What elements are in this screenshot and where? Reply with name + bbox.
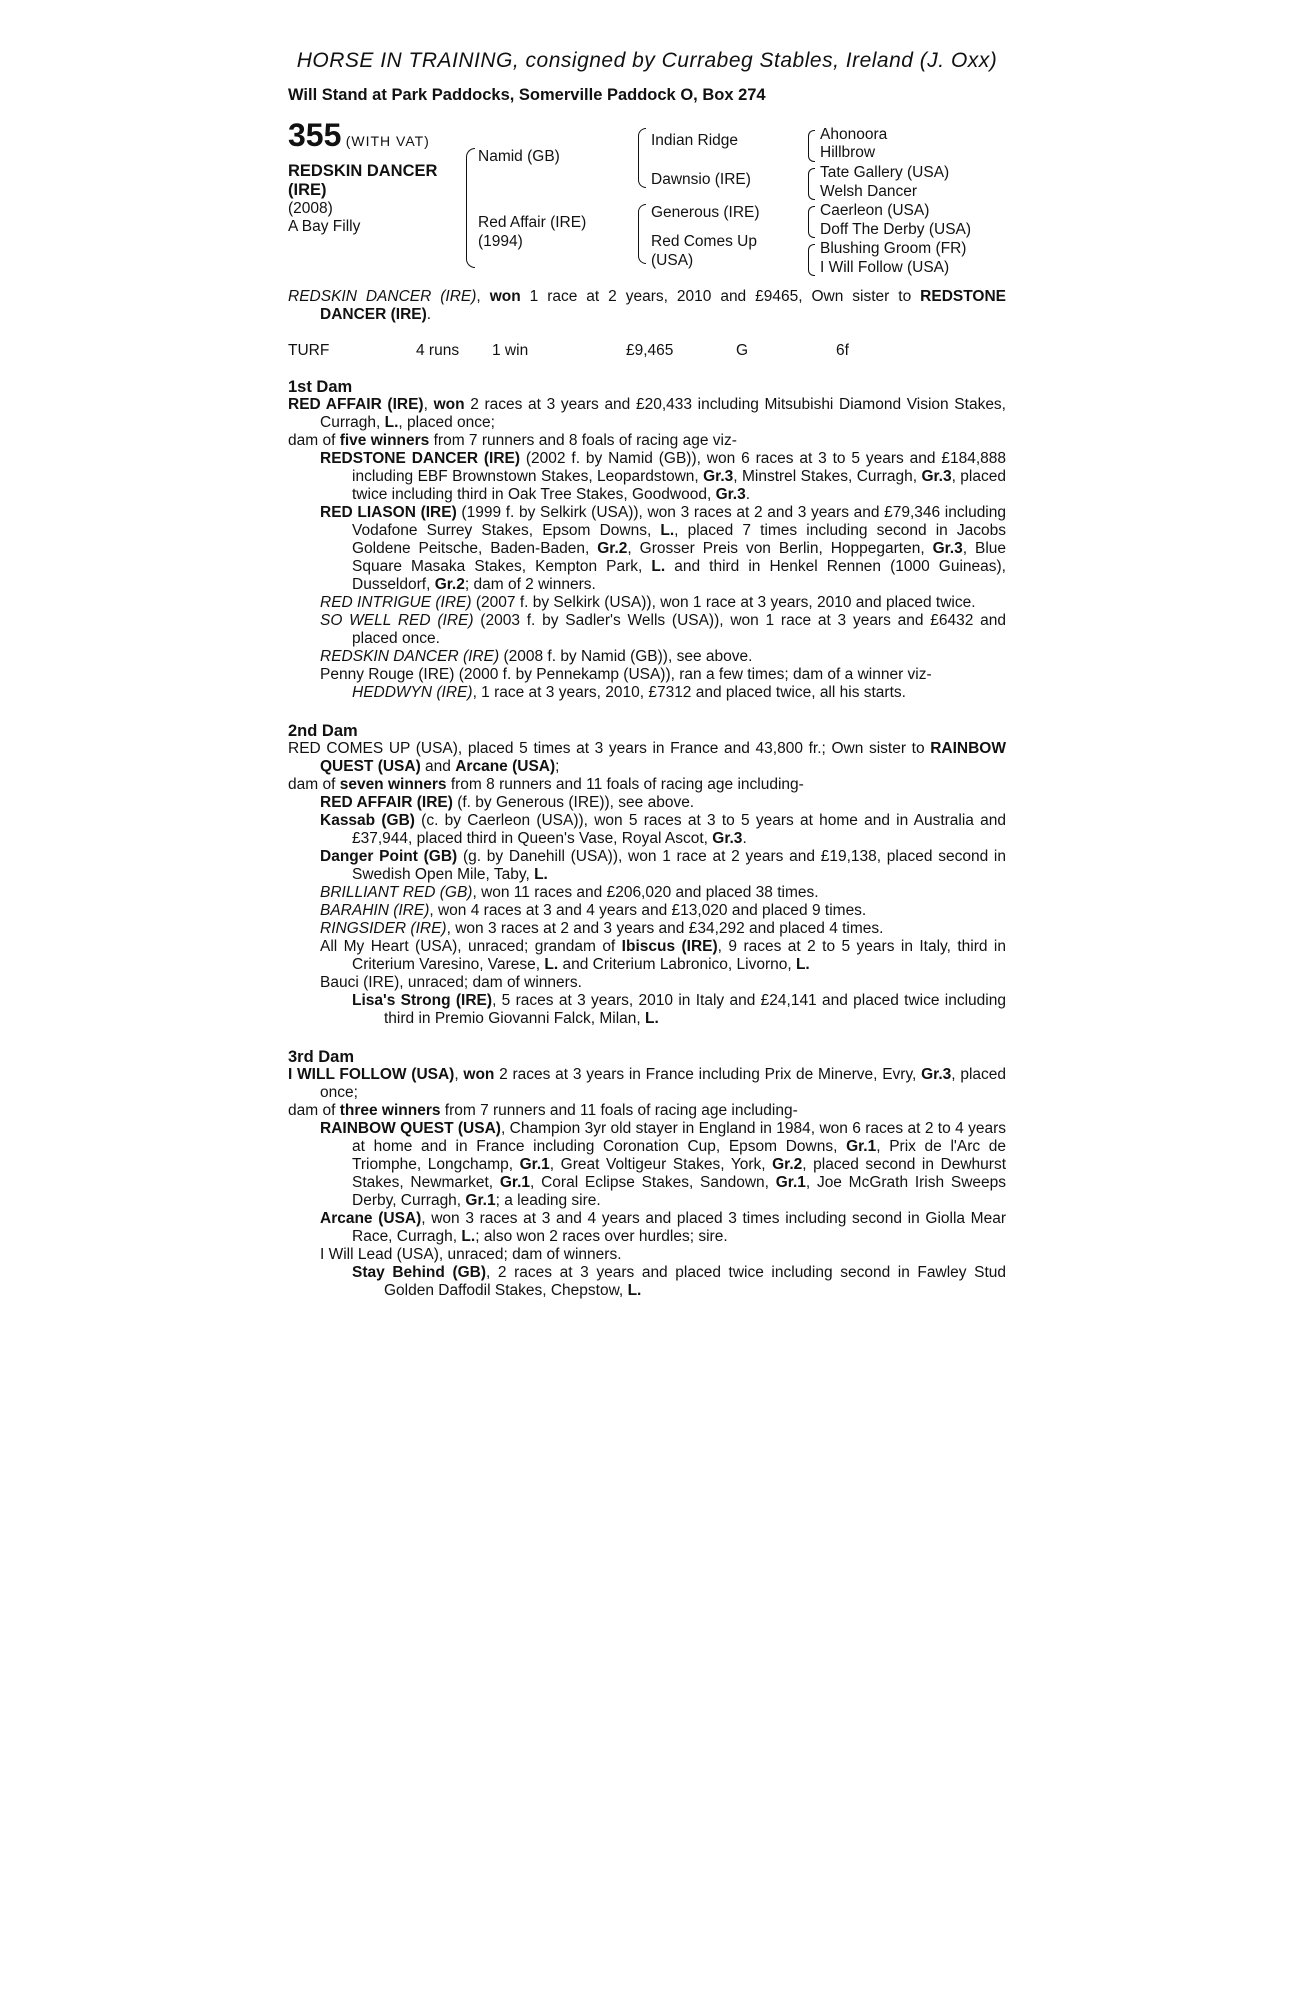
race-record-row [288, 342, 1006, 360]
second-dam-heading: 2nd Dam [288, 722, 358, 740]
foaling-year: (2008) [288, 200, 333, 217]
gen3-5: Caerleon (USA) [820, 202, 930, 219]
third-dam-record: I WILL FOLLOW (USA), won 2 races at 3 years in France including Prix de Minerve, Evry, Gr.3, placed once; [288, 1066, 1007, 1101]
gen3-7: Blushing Groom (FR) [820, 240, 967, 257]
vat-label: (WITH VAT) [345, 133, 430, 149]
third-dam-heading: 3rd Dam [288, 1048, 355, 1066]
gen3-4: Welsh Dancer [820, 183, 918, 200]
horse-name: REDSKIN DANCER [288, 162, 438, 180]
produce-entry: I Will Lead (USA), unraced; dam of winners. [320, 1246, 622, 1263]
brace-g3-4 [808, 244, 815, 276]
produce-entry: REDSKIN DANCER (IRE) (2008 f. by Namid (GB)), see above. [320, 648, 753, 665]
earnings: £9,465 [626, 342, 674, 359]
produce-entry: All My Heart (USA), unraced; grandam of Ibiscus (IRE), 9 races at 2 to 5 years in Italy, third in Criterium Varesino, Varese, L. and Criterium Labronico, Livorno, L. [320, 938, 1006, 973]
catalogue-page [288, 49, 1007, 1300]
produce-entry: RED LIASON (IRE) (1999 f. by Selkirk (USA)), won 3 races at 2 and 3 years and £79,346 including Vodafone Surrey Stakes, Epsom Downs, L., placed 7 times including second in Jacobs Goldene Peitsche, Baden-Baden, Gr.2, Grosser Preis von Berlin, Hoppegarten, Gr.3, Blue Square Masaka Stakes, Kempton Park, L. and third in Henkel Rennen (1000 Guineas), Dusseldorf, Gr.2; dam of 2 winners. [320, 504, 1007, 593]
lot-number: 355 [288, 117, 342, 153]
third-dam-section [288, 1048, 1006, 1300]
gen3-6: Doff The Derby (USA) [820, 221, 972, 238]
produce-entry: BARAHIN (IRE), won 4 races at 3 and 4 years and £13,020 and placed 9 times. [320, 902, 867, 919]
brace-g3-2 [808, 168, 815, 200]
produce-entry: SO WELL RED (IRE) (2003 f. by Sadler's Wells (USA)), won 1 race at 3 years and £6432 and placed once. [320, 612, 1006, 647]
gen3-2: Hillbrow [820, 144, 876, 161]
gen3-8: I Will Follow (USA) [820, 259, 950, 276]
second-dam-section [288, 722, 1006, 1028]
horse-name-suffix: (IRE) [288, 181, 327, 199]
distance: 6f [836, 342, 849, 359]
produce-entry: RINGSIDER (IRE), won 3 races at 2 and 3 years and £34,292 and placed 4 times. [320, 920, 884, 937]
sire-dam: Dawnsio (IRE) [651, 171, 751, 188]
produce-sub-entry: Stay Behind (GB), 2 races at 3 years and placed twice including second in Fawley Stud Golden Daffodil Stakes, Chepstow, L. [352, 1264, 1006, 1299]
first-dam-produce-intro: dam of five winners from 7 runners and 8 foals of racing age viz- [288, 432, 737, 449]
dam-year: (1994) [478, 233, 523, 250]
dam-dam: Red Comes Up [651, 233, 757, 250]
produce-entry: RAINBOW QUEST (USA), Champion 3yr old stayer in England in 1984, won 6 races at 2 to 4 years at home and in France including Coronation Cup, Epsom Downs, Gr.1, Prix de l'Arc de Triomphe, Longchamp, Gr.1, Great Voltigeur Stakes, York, Gr.2, placed second in Dewhurst Stakes, Newmarket, Gr.1, Coral Eclipse Stakes, Sandown, Gr.1, Joe McGrath Irish Sweeps Derby, Curragh, Gr.1; a leading sire. [320, 1120, 1007, 1209]
produce-entry: REDSTONE DANCER (IRE) (2002 f. by Namid (GB)), won 6 races at 3 to 5 years and £184,888 including EBF Brownstown Stakes, Leopardstown, Gr.3, Minstrel Stakes, Curragh, Gr.3, placed twice including third in Oak Tree Stakes, Goodwood, Gr.3. [320, 450, 1006, 503]
going: G [736, 342, 749, 359]
produce-entry: Arcane (USA), won 3 races at 3 and 4 years and placed 3 times including second in Giolla Mear Race, Curragh, L.; also won 2 races over hurdles; sire. [320, 1210, 1006, 1245]
sire: Namid (GB) [478, 148, 560, 165]
second-dam-record: RED COMES UP (USA), placed 5 times at 3 years in France and 43,800 fr.; Own sister to RAINBOW QUEST (USA) and Arcane (USA); [288, 740, 1006, 775]
produce-entry: RED INTRIGUE (IRE) (2007 f. by Selkirk (USA)), won 1 race at 3 years, 2010 and placed twice. [320, 594, 976, 611]
third-dam-produce-intro: dam of three winners from 7 runners and 11 foals of racing age including- [288, 1102, 798, 1119]
produce-sub-entry: Lisa's Strong (IRE), 5 races at 3 years, 2010 in Italy and £24,141 and placed twice including third in Premio Giovanni Falck, Milan, L. [352, 992, 1006, 1027]
brace-sire-side [638, 128, 646, 188]
first-dam-heading: 1st Dam [288, 378, 353, 396]
sire-sire: Indian Ridge [651, 132, 739, 149]
brace-dam-side [638, 204, 646, 264]
produce-entry: Penny Rouge (IRE) (2000 f. by Pennekamp (USA)), ran a few times; dam of a winner viz- [320, 666, 932, 683]
horse-description: A Bay Filly [288, 218, 361, 235]
lot-number-line [288, 117, 430, 153]
produce-entry: RED AFFAIR (IRE) (f. by Generous (IRE)), see above. [320, 794, 695, 811]
produce-entry: Kassab (GB) (c. by Caerleon (USA)), won 5 races at 3 to 5 years at home and in Australia and £37,944, placed third in Queen's Vase, Royal Ascot, Gr.3. [320, 812, 1006, 847]
horse-summary: REDSKIN DANCER (IRE), won 1 race at 2 years, 2010 and £9465, Own sister to REDSTONE DANCER (IRE). [288, 288, 1006, 323]
produce-entry: Danger Point (GB) (g. by Danehill (USA)), won 1 race at 2 years and £19,138, placed second in Swedish Open Mile, Taby, L. [320, 848, 1006, 883]
first-dam-record: RED AFFAIR (IRE), won 2 races at 3 years and £20,433 including Mitsubishi Diamond Vision Stakes, Curragh, L., placed once; [288, 396, 1006, 431]
dam-dam-country: (USA) [651, 252, 694, 269]
surface: TURF [288, 342, 330, 359]
gen3-3: Tate Gallery (USA) [820, 164, 950, 181]
runs: 4 runs [416, 342, 460, 359]
stand-location: Will Stand at Park Paddocks, Somerville Paddock O, Box 274 [288, 86, 766, 104]
pedigree-table [288, 117, 1006, 286]
produce-entry: Bauci (IRE), unraced; dam of winners. [320, 974, 582, 991]
gen3-1: Ahonoora [820, 126, 888, 143]
dam-sire: Generous (IRE) [651, 204, 760, 221]
page-title: HORSE IN TRAINING, consigned by Currabeg Stables, Ireland (J. Oxx) [296, 49, 998, 72]
first-dam-section [288, 378, 1006, 702]
brace-g3-3 [808, 206, 815, 238]
dam: Red Affair (IRE) [478, 214, 587, 231]
brace-g3-1 [808, 130, 815, 162]
wins: 1 win [492, 342, 529, 359]
second-dam-produce-intro: dam of seven winners from 8 runners and 11 foals of racing age including- [288, 776, 804, 793]
produce-sub-entry: HEDDWYN (IRE), 1 race at 3 years, 2010, £7312 and placed twice, all his starts. [352, 684, 906, 701]
brace-gen1 [466, 148, 475, 268]
produce-entry: BRILLIANT RED (GB), won 11 races and £206,020 and placed 38 times. [320, 884, 819, 901]
